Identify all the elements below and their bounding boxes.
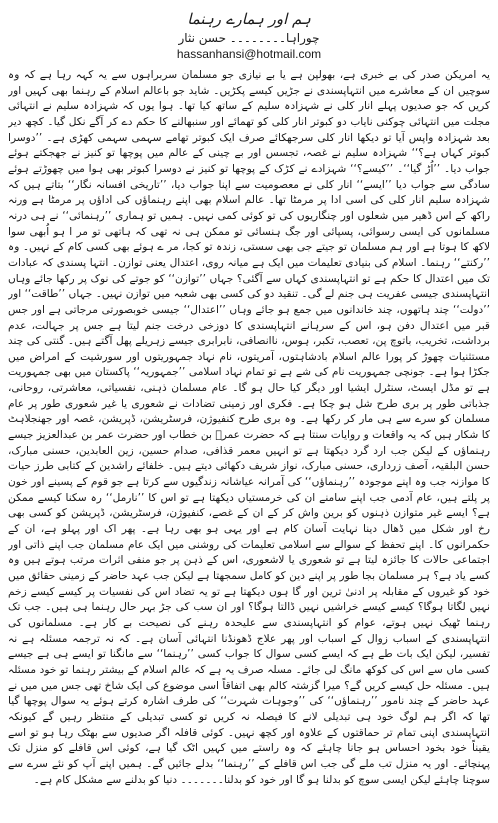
article-byline: چوراہا۔۔۔۔۔۔۔۔ حسن نثار — [178, 31, 320, 45]
author-email: hassanhansi@hotmail.com — [176, 47, 322, 61]
article-paragraph: یہ امریکن صدر کی بے خبری ہے، بھولپن ہے یا بے نیازی جو مسلمان سربراہوں سے یہ کہہ رہا ہے کہ وہ سوچیں ان کے معاشرے میں انتہاپسندی نے جڑیں کیسے پکڑیں۔ شاید جو باعالم اسلام کے رہنما بھی کہیں اور کریں کہ جو صدیوں پہلے انار کلی نے شہزادہ سلیم کے ساتھ کیا تھا۔ ہوا یوں کہ شہزادہ سلیم نے انتہائی مجلت میں انتہائی چوکنی نایاب دو کبوتر انار کلی کو تھمائے اور سنبھالنے کا حکم دے کر آگے نکل گیا۔ کچھ دیر بعد شہزادہ واپس آیا تو دیکھا انار کلی سرجھکائے صرف ایک کبوتر تھامے سہمی سہمی کھڑی ہے۔ ’’دوسرا کبوتر کہاں ہے؟‘‘ شہزادہ سلیم نے غصہ، تجسس اور بے چینی کے عالم میں پوچھا تو کنیز نے جھجکتے ہوئے جواب دیا۔ ’’اُڑ گیا‘‘۔ ’’کیسے؟‘‘ شہزادے نے کڑک کے پوچھا تو کنیز نے دوسرا کبوتر بھی ہوا میں چھوڑتے ہوئے سادگی سے جواب دیا ’’ایسے‘‘ انار کلی نے معصومیت سے اپنا جواب دیا، ’’تاریخی افسانہ نگار‘‘ بتاتے ہیں کہ شہزادہ سلیم انار کلی کی اسی ادا پر مرمٹا تھا۔ عالم اسلام بھی اپنے رہنماؤں کی اداؤں پر مرمٹا ہے ورنہ راکھ کے اس ڈھیر میں شعلوں اور چنگاریوں کی تو کوئی کمی نہیں۔ ہمیں تو ہماری ’’رہنمائی‘‘ نے ہی درنہ مسلمانوں کی ایسی رسوائی، پسپائی اور جگ ہنسائی تو ممکن ہی نہ تھی کہ ہاتھی تو مر ا ہو اُبھی سوا لاکھ کا ہوتا ہے اور ہم مسلمان تو جیتے جی بھی سستی، زندہ تو کجا، مر ے ہوئے بھی کسی کام کے نہیں۔ وہ ’’رکنتے‘‘ رہنما۔ اسلام کی بنیادی تعلیمات میں ایک ہے میانہ روی، اعتدال یعنی توازن۔ انتہا پسندی کہ عبادات تک میں اعتدال کا حکم ہے تو انتہاپسندی کہاں سے آگئی؟ جہاں ’’توازن‘‘ کو جوتے کی نوک پر رکھا جائے وہاں انتہاپسندی جیسی عفریت ہی جنم لے گی۔ تنقید دو کی کسی بھی شعبہ میں توازن نہیں۔ جہاں ’’طاقت‘‘ اور ’’دولت‘‘ چند ہاتھوں، چند خاندانوں میں جمع ہو جائے وہاں ’’اعتدال‘‘ جیسی خوبصورتی مرجاتی ہے اور جس قبر میں اعتدال دفن ہو، اس کے سرہانے انتہاپسندی کا دوزخی درخت جنم لیتا ہے جس پر جہالت، عدم برداشت، تخریب، باتوچ پن، تعصب، تکبر، ہوس، ناانصافی، نابرابری جیسے زہریلے پھل آگتے ہیں۔ گنتی کی چند مستثنیات چھوڑ کر پورا عالم اسلام بادشاہتوں، آمریتوں، نام نہاد جمہوریتوں اور سورشیت کے امراض میں جکڑا ہوا ہے۔ جونچی جمہوریت نام کی شے ہے تو تمام نہاد اسلامی ’’جمہوریہ‘‘ پاکستان میں بھی جمہوریت ہے تو مڈل ایسٹ، سنٹرل ایشیا اور دیگر کیا حال ہو گا۔ عام مسلمان ذہنی، نفسیاتی، معاشرتی، روحانی، جذباتی طور پر بری طرح شل ہو چکا ہے۔ فکری اور زمینی تضادات نے شعوری یا غیر شعوری طور پر عام مسلمان کو سرے سے ہی مار کر رکھا ہے۔ وہ بری طرح کنفیوژن، فرسٹریشن، ڈپریشن، غصہ اور جھنجلاہٹ کا شکار ہیں کہ یہ واقعات و روایات سنتا ہے کہ حضرت عمرؓ بن خطاب اور حضرت عمر بن عبدالعزیز جیسے رہنماؤں کے لیکن جب ارد گرد دیکھتا ہے تو انہیں معمر قذافی، صدام حسین، زین العابدین، حسنی مبارک، حسن البلقیہ، آصف زرداری، حسنی مبارک، نواز شریف دکھائی دیتے ہیں۔ خلفائے راشدین کے کتابی طرز حیات کا موازنہ جب وہ اپنے موجودہ ’’رہنماؤں‘‘ کی آمرانہ عیاشانہ زندگیوں سے کرتا ہے جو قوم کے پسینے اور خون پر پلتے ہیں، عام آدمی جب اپنے سامنے ان کی خرمستیاں دیکھتا ہے تو اس کا ’’نارمل‘‘ رہ سکنا کیسے ممکن ہے؟ ایسے غیر متوازن ذہنوں کو برین واش کر کے ان کے غصے، کنفیوژن، فرسٹریشن، ڈپریشن کو کسی بھی رخ اور شکل میں ڈھال دینا نہایت آسان کام ہے اور یہی ہو بھی رہا ہے۔ پھر اک اور پہلو ہے، ان کے حکمرانوں کا۔ اپنے تحفظ کے سوالے سے اسلامی تعلیمات کی روشنی میں ایک عام مسلمان جب اپنے ذاتی اور اجتماعی حالات کا جائزہ لیتا ہے تو شعوری یا لاشعوری، اس کے ذہن پر جو منفی اثرات مرتب ہوتے ہیں وہ کسے یاد ہے؟ ہر مسلمان بجا طور پر اپنے دین کو کامل سمجھتا ہے لیکن جب عہد حاضر کے زمینی حقائق میں خود کو غیروں کے مقابلہ پر ادنیٰ ترین اور گا ہوں دیکھتا ہے تو یہ تضاد اس کی نفسیات پر کیسے کیسے زخم نہیں لگاتا ہوگا؟ کیسے کیسے خراشیں نہیں ڈالتا ہوگا؟ اور ان سب کی جڑ بہر حال رہنما ہی ہیں۔ جب تک رہنما ٹھیک نہیں ہوتے، عوام کو انتہاپسندی سے علیحدہ رہنے کی نصیحت بے کار ہے۔ مسلمانوں کی انتہاپسندی کے اسباب زوال کے اسباب اور پھر علاج ڈھونڈنا انتہائی آسان ہے۔ کہ نہ ترجمہ مسئلہ ہے نہ تفسیر، لیکن ایک بات طے ہے کہ ایسے کسی سوال کا جواب کسی ’’رہنما‘‘ سے مانگنا تو ایسے ہی ہے جیسے کسی ماں سے اس کی کوکھ مانگ لی جائے۔ مسلہ صرف یہ ہے کہ عالم اسلام کے بیشتر رہنما تو خود مسئلہ ہیں۔ مسئلہ حل کیسے کریں گے؟ میرا گزشتہ کالم بھی اتفاقاً اسی موضوع کی ایک شاخ تھی جس میں میں نے عہد حاضر کے چند نامور ’’رہنماؤں‘‘ کی ’’وجوہات شہرت‘‘ کی طرف اشارہ کرتے ہوئے یہ سوال پوچھا گیا تھا کہ اگر ہم لوگ خود ہی تبدیلی لانے کا فیصلہ نہ کریں تو کسی تبدیلی کے منتظر رہیں گے کیونکہ انتہاپسندی اپنی تمام تر حماقتوں کے علاوہ اور کچھ نہیں۔ کوئی قافلہ اگر صدیوں سے بھٹک رہا ہو تو اسے یقیناً خود بخود احساس ہو جانا چاہئے کہ وہ راستے میں کہیں اٹک گیا ہے، کوئی اس قافلے کو منزل تک پہنچائے۔ اور یہ منزل تب ملے گی جب اس قافلے کے ’’رہنما‘‘ بدلے جائیں گے۔ ہمیں اپنے آپ کو نئے سرے سے سوچنا چاہئے لیکن ایسی سوچ کو بدلنا ہو گا اور خود کو بدلنا۔۔۔۔۔۔۔ دنیا کو بدلنے سے مشکل کام ہے۔ — [8, 69, 490, 786]
article-body — [8, 68, 490, 819]
article-headline: ہم اور ہمارے رہنما — [187, 10, 311, 28]
